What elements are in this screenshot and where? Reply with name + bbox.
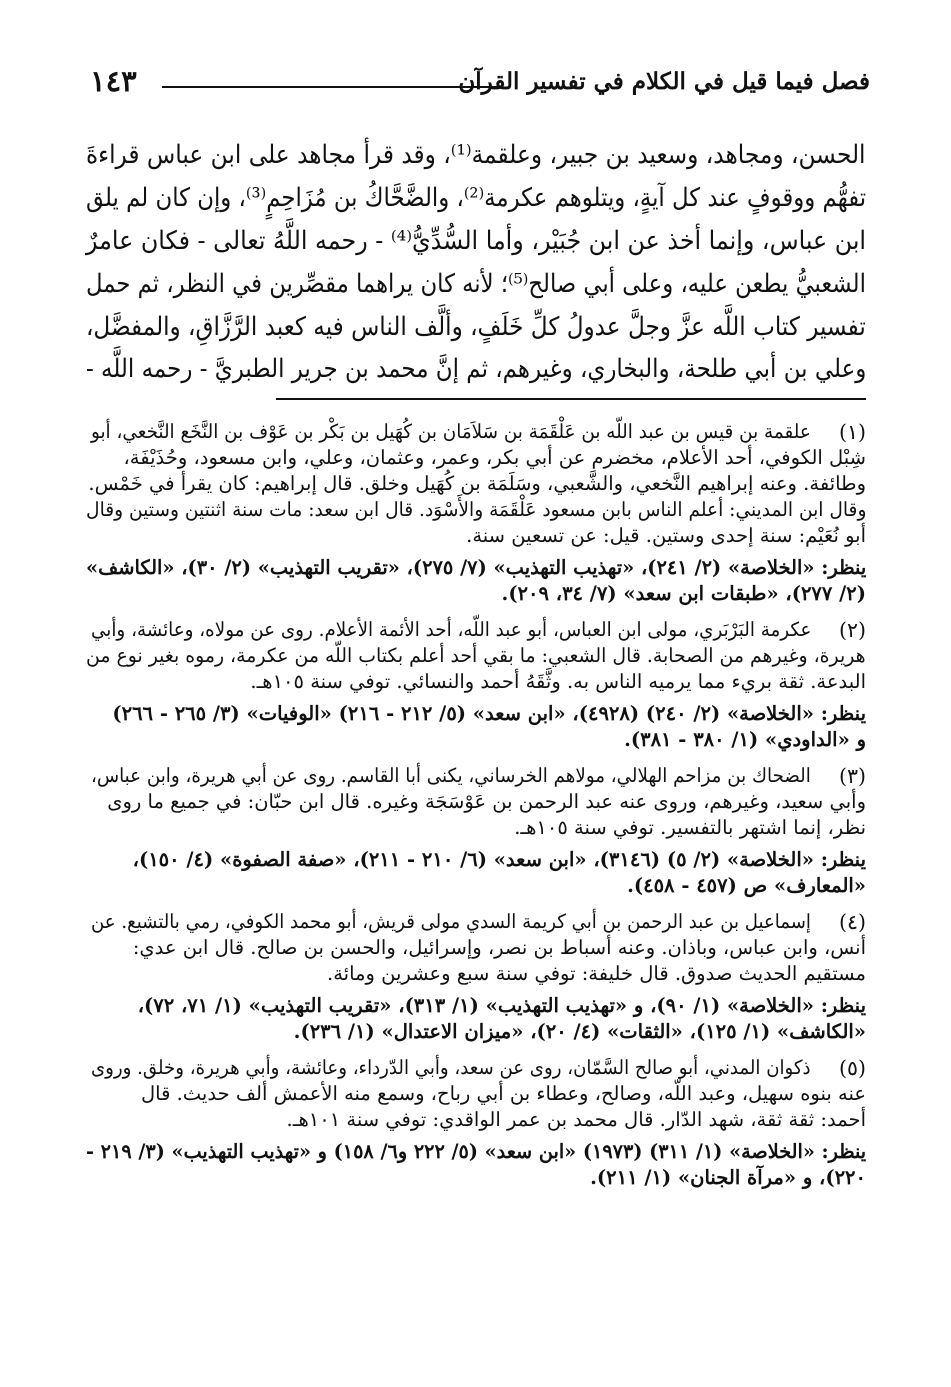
footnote-source: و «الداودي» (١/ ٣٨٠ - ٣٨١).: [624, 728, 866, 751]
footnote-line: مستقيم الحديث صدوق. قال خليفة: توفي سنة سبع وعشرين ومائة.: [327, 962, 866, 985]
footnote-line: هريرة، وغيرهم من الصحابة. قال الشعبي: ما بقي أحد أعلم بكتاب اللّه من عكرمة، رموه بغير نوع من: [86, 644, 866, 667]
footnote-number: (٢): [838, 618, 866, 642]
page-number: ١٤٣: [90, 64, 137, 98]
body-line: الشعبيُّ يطعن عليه، وعلى أبي صالح⁽⁵⁾؛ لأنه كان يراهما مقصِّرين في النظر، ثم حمل: [86, 269, 866, 299]
footnote-line: إسماعيل بن عبد الرحمن بن أبي كريمة السدي مولى قريش، أبو محمد الكوفي، رمي بالتشيع. عن: [91, 910, 811, 933]
chapter-title: فصل فيما قيل في الكلام في تفسير القرآن: [458, 68, 870, 95]
footnote-line: شِبْل الكوفي، أحد الأعلام، مخضرم عن أبي بكر، وعمر، وعثمان، وعلي، وابن مسعود، وحُذَيْفَة،: [123, 446, 866, 469]
footnote-line: أبو نُعَيْم: سنة إحدى وستين. قيل: عن تسعين سنة.: [466, 524, 866, 547]
footnote-number: (١): [838, 420, 866, 444]
running-header: [90, 64, 870, 104]
footnote-line: وطائفة. وعنه إبراهيم النَّخعي، والشَّعبي، وسَلَمَة بن كُهَيل وخلق. قال إبراهيم: كان يقرأ في خَمْس.: [88, 472, 866, 495]
footnote-line: وأبي سعيد، وغيرهم، وروى عنه عبد الرحمن بن عَوْسَجَة وغيره. قال ابن حبّان: في جميع ما روى: [107, 790, 866, 813]
footnote-number: (٤): [838, 910, 866, 934]
body-line: تفسير كتاب اللَّه عزَّ وجلَّ عدولُ كلِّ خَلَفٍ، وألَّف الناس فيه كعبد الرَّزَّاقِ، والمفضَّل،: [86, 312, 866, 342]
footnote-line: أنس، وابن عباس، وباذان. وعنه أسباط بن نصر، وإسرائيل، والحسن بن صالح. قال ابن عدي:: [132, 936, 866, 959]
footnote-line: عنه بنوه سهيل، وعبد اللّه، وصالح، وعطاء بن أبي رباح، وسمع منه الأعمش ألف حديث. قال: [140, 1082, 866, 1105]
footnote-source: ينظر: «الخلاصة» (٢/ ٢٤٠) (٤٩٢٨)، «ابن سعد» (٥/ ٢١٢ - ٢١٦) «الوفيات» (٣/ ٢٦٥ - ٢٦٦): [112, 702, 866, 725]
footnote-source: (٢/ ٢٧٧)، «طبقات ابن سعد» (٧/ ٣٤، ٢٠٩).: [501, 582, 866, 605]
footnote-source: «الكاشف» (١/ ١٢٥)، «الثقات» (٤/ ٢٠)، «ميزان الاعتدال» (١/ ٢٣٦).: [293, 1020, 866, 1043]
footnote-source: «المعارف» ص (٤٥٧ - ٤٥٨).: [627, 874, 866, 897]
footnote-line: الضحاك بن مزاحم الهلالي، مولاهم الخرساني، يكنى أبا القاسم. روى عن أبي هريرة، وابن عباس،: [91, 764, 811, 787]
footnote-line: البدعة. ثقة بريء مما يرميه الناس به. وثَّقَهُ أحمد والنسائي. توفي سنة ١٠٥هـ.: [250, 670, 866, 693]
footnote-line: نظر، إنما اشتهر بالتفسير. توفي سنة ١٠٥هـ.: [514, 816, 866, 839]
footnote-line: ذكوان المدني، أبو صالح السَّمّان، روى عن سعد، وأبي الدّرداء، وعائشة، وأبي هريرة، وخلق. وروى: [91, 1056, 811, 1079]
footnote-separator: [276, 398, 866, 400]
footnote-line: عكرمة البَرْبَري، مولى ابن العباس، أبو عبد اللّه، أحد الأئمة الأعلام. روى عن مولاه، وعائشة، وأبي: [90, 618, 811, 641]
body-line: الحسن، ومجاهد، وسعيد بن جبير، وعلقمة⁽¹⁾، وقد قرأ مجاهد على ابن عباس قراءةَ: [86, 140, 866, 170]
header-rule: [162, 86, 498, 88]
footnote-line: وقال ابن المديني: أعلم الناس بابن مسعود عَلْقَمَة والأَسْوَد. قال ابن سعد: مات سنة اثنتين وستين وقال: [85, 498, 866, 521]
body-line: تفهُّم ووقوفٍ عند كل آيةٍ، ويتلوهم عكرمة⁽²⁾، والضَّحَّاكُ بن مُزَاحِمٍ⁽³⁾، وإن كان لم يلق: [85, 183, 866, 213]
body-line: وعلي بن أبي طلحة، والبخاري، وغيرهم، ثم إنَّ محمد بن جرير الطبريَّ - رحمه اللَّه -: [85, 354, 866, 384]
footnote-number: (٣): [838, 764, 866, 788]
footnote-source: ينظر: «الخلاصة» (١/ ٣١١) (١٩٧٣) «ابن سعد» (٥/ ٢٢٢ و٦/ ١٥٨) و «تهذيب التهذيب» (٣/ ٢١٩ -: [85, 1140, 866, 1163]
body-line: ابن عباس، وإنما أخذ عن ابن جُبَيْر، وأما السُّدِّيُّ⁽⁴⁾ - رحمه اللَّهُ تعالى - فكان عامرٌ: [85, 226, 866, 256]
footnote-line: أحمد: ثقة ثقة، شهد الدّار. قال محمد بن عمر الواقدي: توفي سنة ١٠١هـ.: [286, 1108, 866, 1131]
footnote-line: علقمة بن قيس بن عبد اللّه بن عَلْقَمَة بن سَلاَمَان بن كُهَيل بن بَكْر بن عَوْف بن النَّخَع النَّخعي، أبو: [91, 420, 811, 443]
footnote-source: ينظر: «الخلاصة» (٢/ ٢٤١)، «تهذيب التهذيب» (٧/ ٢٧٥)، «تقريب التهذيب» (٢/ ٣٠)، «الكاشف»: [85, 556, 866, 579]
footnote-source: ينظر: «الخلاصة» (١/ ٩٠)، و «تهذيب التهذيب» (١/ ٣١٣)، «تقريب التهذيب» (١/ ٧١، ٧٢)،: [137, 994, 866, 1017]
footnote-source: ينظر: «الخلاصة» (٢/ ٥) (٣١٤٦)، «ابن سعد» (٦/ ٢١٠ - ٢١١)، «صفة الصفوة» (٤/ ١٥٠)،: [132, 848, 866, 871]
footnote-number: (٥): [838, 1056, 866, 1080]
footnote-source: ٢٢٠)، و «مرآة الجنان» (١/ ٢١١).: [590, 1166, 866, 1189]
